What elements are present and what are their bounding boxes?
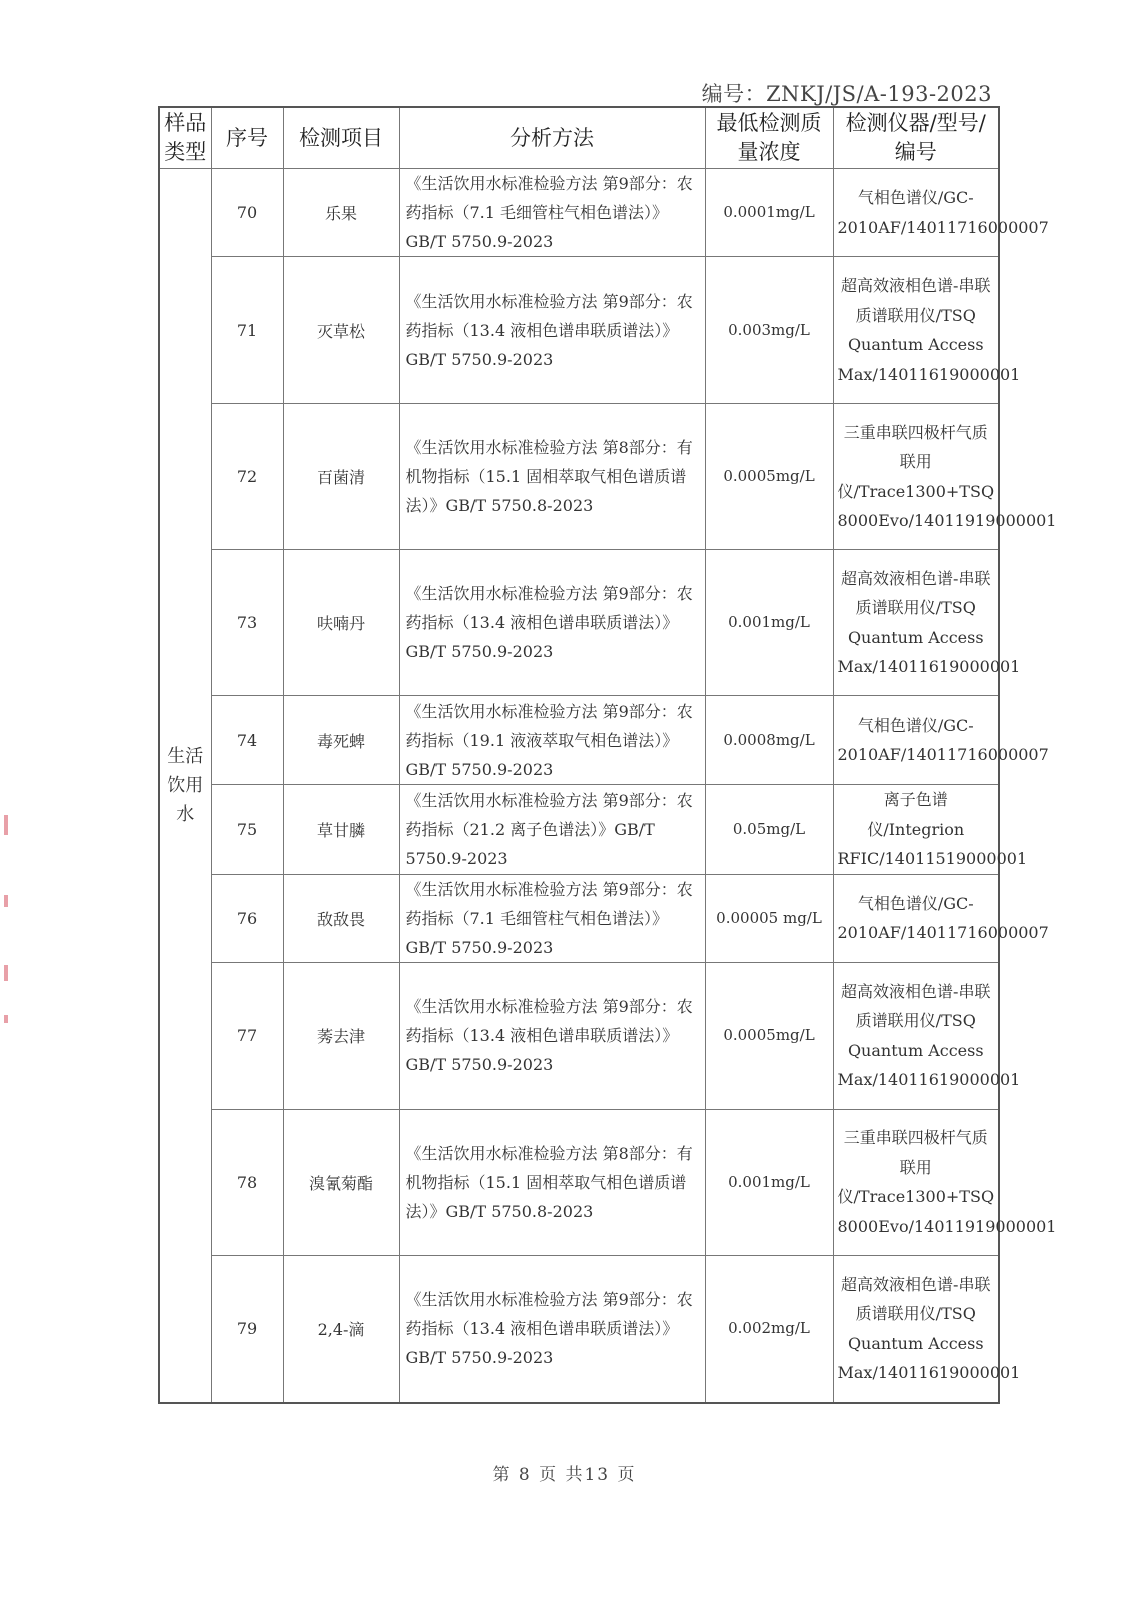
table-row bbox=[159, 257, 999, 404]
seq-cell: 74 bbox=[211, 696, 283, 785]
conc-cell: 0.05mg/L bbox=[705, 785, 833, 875]
table-row bbox=[159, 962, 999, 1109]
header-method: 分析方法 bbox=[399, 107, 705, 169]
conc-cell: 0.001mg/L bbox=[705, 1109, 833, 1255]
conc-cell: 0.0005mg/L bbox=[705, 962, 833, 1109]
table-row bbox=[159, 874, 999, 962]
seq-cell: 77 bbox=[211, 962, 283, 1109]
conc-cell: 0.001mg/L bbox=[705, 550, 833, 696]
instrument-cell: 气相色谱仪/GC-2010AF/14011716000007 bbox=[833, 696, 999, 785]
seq-cell: 70 bbox=[211, 169, 283, 257]
conc-cell: 0.002mg/L bbox=[705, 1255, 833, 1403]
instrument-cell: 超高效液相色谱-串联质谱联用仪/TSQ Quantum Access Max/14011619000001 bbox=[833, 257, 999, 404]
item-cell: 溴氰菊酯 bbox=[283, 1109, 399, 1255]
document-number-value: ZNKJ/JS/A-193-2023 bbox=[766, 82, 992, 106]
instrument-cell: 三重串联四极杆气质联用仪/Trace1300+TSQ 8000Evo/14011919000001 bbox=[833, 404, 999, 550]
table-header-row bbox=[159, 107, 999, 169]
method-cell: 《生活饮用水标准检验方法 第9部分：农药指标（13.4 液相色谱串联质谱法）》GB/T 5750.9-2023 bbox=[399, 962, 705, 1109]
item-cell: 敌敌畏 bbox=[283, 874, 399, 962]
header-sample-type: 样品类型 bbox=[159, 107, 211, 169]
method-cell: 《生活饮用水标准检验方法 第9部分：农药指标（13.4 液相色谱串联质谱法）》GB/T 5750.9-2023 bbox=[399, 1255, 705, 1403]
edge-stamp-mark bbox=[4, 815, 8, 835]
method-cell: 《生活饮用水标准检验方法 第9部分：农药指标（13.4 液相色谱串联质谱法）》GB/T 5750.9-2023 bbox=[399, 550, 705, 696]
edge-stamp-mark bbox=[4, 965, 8, 981]
conc-cell: 0.00005 mg/L bbox=[705, 874, 833, 962]
item-cell: 毒死蜱 bbox=[283, 696, 399, 785]
item-cell: 百菌清 bbox=[283, 404, 399, 550]
method-cell: 《生活饮用水标准检验方法 第8部分：有机物指标（15.1 固相萃取气相色谱质谱法）》GB/T 5750.8-2023 bbox=[399, 404, 705, 550]
instrument-cell: 离子色谱仪/Integrion RFIC/14011519000001 bbox=[833, 785, 999, 875]
edge-stamp-mark bbox=[4, 1015, 8, 1023]
conc-cell: 0.0005mg/L bbox=[705, 404, 833, 550]
seq-cell: 73 bbox=[211, 550, 283, 696]
instrument-cell: 三重串联四极杆气质联用仪/Trace1300+TSQ 8000Evo/14011919000001 bbox=[833, 1109, 999, 1255]
document-number bbox=[702, 78, 992, 108]
seq-cell: 71 bbox=[211, 257, 283, 404]
header-min-conc: 最低检测质量浓度 bbox=[705, 107, 833, 169]
table-row bbox=[159, 1109, 999, 1255]
conc-cell: 0.0008mg/L bbox=[705, 696, 833, 785]
table-row bbox=[159, 1255, 999, 1403]
method-cell: 《生活饮用水标准检验方法 第9部分：农药指标（13.4 液相色谱串联质谱法）》GB/T 5750.9-2023 bbox=[399, 257, 705, 404]
document-number-label: 编号： bbox=[701, 82, 767, 106]
instrument-cell: 气相色谱仪/GC-2010AF/14011716000007 bbox=[833, 874, 999, 962]
seq-cell: 76 bbox=[211, 874, 283, 962]
instrument-cell: 超高效液相色谱-串联质谱联用仪/TSQ Quantum Access Max/14011619000001 bbox=[833, 550, 999, 696]
method-cell: 《生活饮用水标准检验方法 第8部分：有机物指标（15.1 固相萃取气相色谱质谱法）》GB/T 5750.8-2023 bbox=[399, 1109, 705, 1255]
header-seq: 序号 bbox=[211, 107, 283, 169]
item-cell: 呋喃丹 bbox=[283, 550, 399, 696]
item-cell: 灭草松 bbox=[283, 257, 399, 404]
item-cell: 乐果 bbox=[283, 169, 399, 257]
header-item: 检测项目 bbox=[283, 107, 399, 169]
seq-cell: 79 bbox=[211, 1255, 283, 1403]
method-cell: 《生活饮用水标准检验方法 第9部分：农药指标（19.1 液液萃取气相色谱法）》GB/T 5750.9-2023 bbox=[399, 696, 705, 785]
method-cell: 《生活饮用水标准检验方法 第9部分：农药指标（21.2 离子色谱法）》GB/T 5750.9-2023 bbox=[399, 785, 705, 875]
table-row bbox=[159, 785, 999, 875]
table-row bbox=[159, 550, 999, 696]
page-footer: 第 8 页 共13 页 bbox=[492, 1465, 637, 1485]
test-methods-table bbox=[158, 106, 1057, 1404]
conc-cell: 0.003mg/L bbox=[705, 257, 833, 404]
conc-cell: 0.0001mg/L bbox=[705, 169, 833, 257]
method-cell: 《生活饮用水标准检验方法 第9部分：农药指标（7.1 毛细管柱气相色谱法）》GB/T 5750.9-2023 bbox=[399, 874, 705, 962]
header-instrument: 检测仪器/型号/编号 bbox=[833, 107, 999, 169]
seq-cell: 72 bbox=[211, 404, 283, 550]
table-row bbox=[159, 169, 999, 257]
table-row bbox=[159, 404, 999, 550]
edge-stamp-mark bbox=[4, 895, 8, 907]
item-cell: 2,4-滴 bbox=[283, 1255, 399, 1403]
method-cell: 《生活饮用水标准检验方法 第9部分：农药指标（7.1 毛细管柱气相色谱法）》GB/T 5750.9-2023 bbox=[399, 169, 705, 257]
seq-cell: 78 bbox=[211, 1109, 283, 1255]
instrument-cell: 超高效液相色谱-串联质谱联用仪/TSQ Quantum Access Max/14011619000001 bbox=[833, 1255, 999, 1403]
instrument-cell: 超高效液相色谱-串联质谱联用仪/TSQ Quantum Access Max/14011619000001 bbox=[833, 962, 999, 1109]
item-cell: 草甘膦 bbox=[283, 785, 399, 875]
sample-type-cell: 生活饮用水 bbox=[159, 169, 211, 1404]
seq-cell: 75 bbox=[211, 785, 283, 875]
item-cell: 莠去津 bbox=[283, 962, 399, 1109]
table-row bbox=[159, 696, 999, 785]
instrument-cell: 气相色谱仪/GC-2010AF/14011716000007 bbox=[833, 169, 999, 257]
